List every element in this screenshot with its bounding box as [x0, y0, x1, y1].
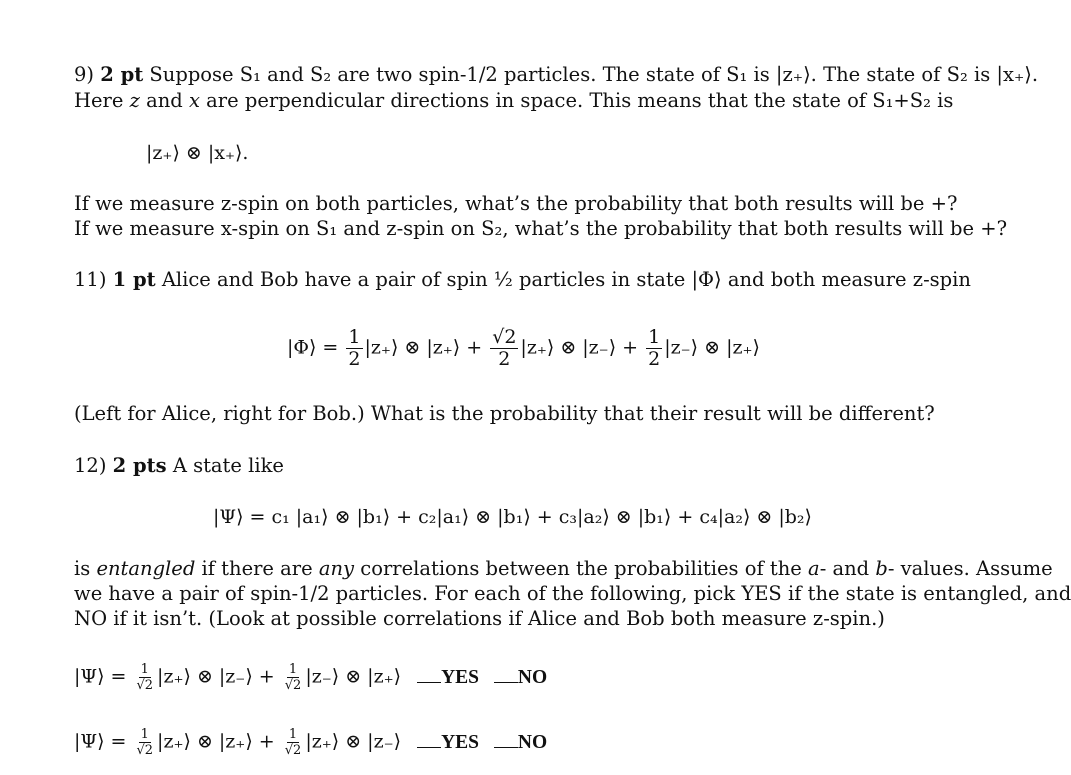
- q12-option-2: [74, 728, 547, 757]
- q12-desc3: NO if it isn’t. (Look at possible correlations if Alice and Bob both measure z-spin.): [74, 607, 885, 630]
- q12-points: 2 pts: [112, 454, 167, 477]
- q12-opt1-term2: |z₋⟩ ⊗ |z₊⟩: [305, 665, 402, 688]
- q12-opt1-yes-blank[interactable]: [417, 682, 441, 683]
- q12-opt2-no-blank[interactable]: [494, 747, 518, 748]
- q12-opt1-lhs: |Ψ⟩ =: [74, 665, 127, 688]
- q12-opt2-term1: |z₊⟩ ⊗ |z₊⟩ +: [157, 730, 275, 753]
- q12-opt1-coef1: [134, 663, 155, 692]
- q11-coef3: [646, 328, 662, 369]
- q9-state: |z₊⟩ ⊗ |x₊⟩.: [146, 142, 249, 164]
- q12-opt1-coef2-den: √2: [284, 678, 302, 693]
- q12-opt1-coef2: [283, 663, 304, 692]
- q9-line2: [74, 89, 953, 113]
- q11-intro: Alice and Bob have a pair of spin ½ particles in state |Φ⟩ and both measure z-spin: [161, 268, 971, 291]
- q12-opt2-coef2-num: 1: [288, 727, 298, 742]
- q12-desc1-a: is: [74, 557, 97, 580]
- q11-eq-lhs: |Φ⟩ =: [287, 336, 339, 359]
- q12-opt1-term1: |z₊⟩ ⊗ |z₋⟩ +: [157, 665, 275, 688]
- q11-number: 11): [74, 268, 107, 291]
- q12-desc1: [74, 557, 1053, 581]
- q11-coef3-num: 1: [648, 326, 661, 348]
- q12-desc1-e: - values. Assume: [887, 557, 1053, 580]
- q9-text-line1: Suppose S₁ and S₂ are two spin-1/2 particles. The state of S₁ is |z₊⟩. The state of S₂ is |x₊⟩.: [149, 63, 1039, 86]
- q12-opt2-coef1: [134, 728, 155, 757]
- q12-opt1-coef1-den: √2: [136, 678, 154, 693]
- q12-opt2-coef2: [283, 728, 304, 757]
- q11-points: 1 pt: [112, 268, 156, 291]
- q12-word-any: any: [318, 557, 355, 580]
- q12-opt2-coef1-num: 1: [140, 727, 149, 742]
- q9-line1: [74, 63, 1038, 87]
- q9-ask1: If we measure z-spin on both particles, what’s the probability that both results will be +?: [74, 192, 958, 215]
- q9-line2-post: are perpendicular directions in space. This means that the state of S₁+S₂ is: [199, 89, 954, 112]
- q12-number: 12): [74, 454, 107, 477]
- q12-var-b: b: [875, 557, 888, 580]
- q12-general-equation: |Ψ⟩ = c₁ |a₁⟩ ⊗ |b₁⟩ + c₂|a₁⟩ ⊗ |b₁⟩ + c₃|a₂⟩ ⊗ |b₁⟩ + c₄|a₂⟩ ⊗ |b₂⟩: [213, 506, 812, 528]
- q11-coef2: [490, 328, 518, 369]
- q9-var-z: z: [129, 89, 140, 112]
- q12-opt2-coef1-den: √2: [136, 743, 154, 758]
- q12-opt2-coef2-den: √2: [284, 743, 302, 758]
- q11-coef1: [346, 328, 362, 369]
- q11-coef1-den: 2: [348, 348, 361, 370]
- q9-ask2: If we measure x-spin on S₁ and z-spin on S₂, what’s the probability that both results will be +?: [74, 217, 1008, 240]
- q12-var-a: a: [808, 557, 820, 580]
- q12-opt1-yes-label: YES: [441, 666, 480, 688]
- q12-opt1-no-blank[interactable]: [494, 682, 518, 683]
- q9-line2-pre: Here: [74, 89, 130, 112]
- q9-line2-and: and: [139, 89, 189, 112]
- q12-opt2-yes-blank[interactable]: [417, 747, 441, 748]
- q12-intro-line: [74, 454, 284, 478]
- q12-opt2-yes-label: YES: [441, 731, 480, 753]
- q11-coef1-num: 1: [348, 326, 361, 348]
- q12-desc1-c: correlations between the probabilities of the: [354, 557, 809, 580]
- q12-opt2-no-label: NO: [517, 731, 548, 753]
- q11-term3: |z₋⟩ ⊗ |z₊⟩: [664, 336, 760, 359]
- q11-coef3-den: 2: [648, 348, 661, 370]
- q9-points: 2 pt: [100, 63, 144, 86]
- q12-opt1-no-label: NO: [517, 666, 548, 688]
- q12-opt2-term2: |z₊⟩ ⊗ |z₋⟩: [305, 730, 402, 753]
- q12-opt1-coef1-num: 1: [140, 662, 149, 677]
- q9-var-x: x: [188, 89, 200, 112]
- q12-intro: A state like: [172, 454, 284, 477]
- q11-term1: |z₊⟩ ⊗ |z₊⟩ +: [364, 336, 483, 359]
- q12-word-entangled: entangled: [96, 557, 196, 580]
- q11-intro-line: [74, 268, 971, 292]
- q11-question: (Left for Alice, right for Bob.) What is the probability that their result will be different?: [74, 402, 935, 425]
- q11-coef2-num: √2: [492, 326, 517, 348]
- q12-desc1-d: - and: [819, 557, 876, 580]
- q11-term2: |z₊⟩ ⊗ |z₋⟩ +: [520, 336, 639, 359]
- q11-equation: [287, 328, 760, 369]
- q12-desc1-b: if there are: [195, 557, 319, 580]
- q9-number: 9): [74, 63, 95, 86]
- q12-opt1-coef2-num: 1: [288, 662, 298, 677]
- q11-coef2-den: 2: [498, 348, 511, 370]
- q12-opt2-lhs: |Ψ⟩ =: [74, 730, 127, 753]
- q12-desc2: we have a pair of spin-1/2 particles. For each of the following, pick YES if the state is entangled, and: [74, 582, 1071, 605]
- q12-option-1: [74, 663, 547, 692]
